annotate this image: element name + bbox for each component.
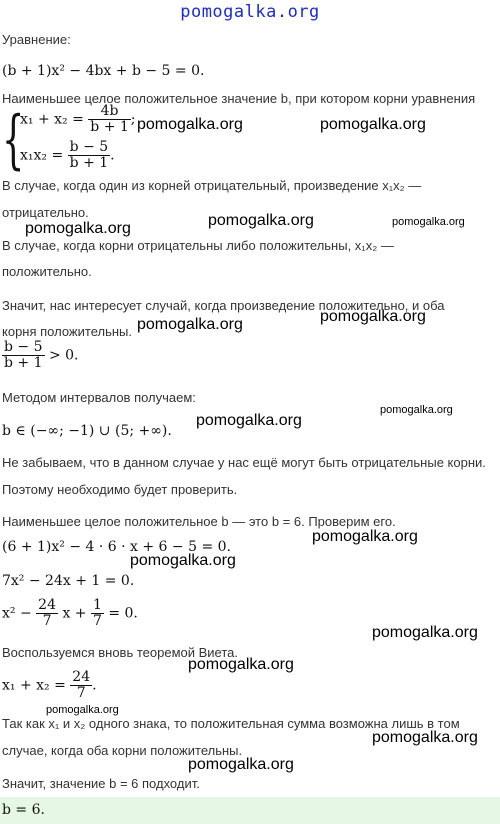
text-line: случае, когда оба корни положительны. <box>2 743 243 758</box>
watermark: pomogalka.org <box>130 552 236 569</box>
watermark: pomogalka.org <box>137 316 243 333</box>
text-line: Наименьшее целое положительное b — это b = 6. Проверим его. <box>2 514 396 529</box>
text-line: Поэтому необходимо будет проверить. <box>2 482 238 497</box>
watermark: pomogalka.org <box>320 116 426 133</box>
equation: 7x² − 24x + 1 = 0. <box>2 573 135 589</box>
text-line: Не забываем, что в данном случае у нас ещё могут быть отрицательные корни. <box>2 455 486 470</box>
text-line: Воспользуемся вновь теоремой Виета. <box>2 645 238 660</box>
text-line: Методом интервалов получаем: <box>2 390 196 405</box>
fraction: $\frac{1}{7}$ <box>92 597 102 629</box>
header-watermark: pomogalka.org <box>180 2 320 22</box>
brace-symbol: { <box>2 103 25 177</box>
fraction: $\frac{24}{7}$ <box>38 597 56 629</box>
watermark: pomogalka.org <box>46 704 119 716</box>
watermark: pomogalka.org <box>137 116 243 133</box>
fraction: $\frac{b - 5}{b + 1}$ <box>69 139 109 171</box>
text-line: корня положительны. <box>2 324 132 339</box>
text-line: положительно. <box>2 264 92 279</box>
text-line: Наименьшее целое положительное значение b, при котором корни уравнения <box>2 91 476 106</box>
text-line: Значит, значение b = 6 подходит. <box>2 776 200 791</box>
watermark: pomogalka.org <box>25 220 131 237</box>
inequality: $\frac{b - 5}{b + 1}$ > 0. <box>4 339 79 371</box>
system-eq-1: x₁ + x₂ = $\frac{4b}{b + 1}$ ; <box>20 103 136 135</box>
text-line: Уравнение: <box>2 32 71 47</box>
watermark: pomogalka.org <box>208 212 314 229</box>
watermark: pomogalka.org <box>320 308 426 325</box>
text-line: Значит, нас интересует случай, когда произведение положительно, и оба <box>2 298 445 313</box>
fraction: $\frac{b - 5}{b + 1}$ <box>4 339 43 371</box>
equation-fractions: x² − $\frac{24}{7}$ x + $\frac{1}{7}$ = 0. <box>2 597 138 629</box>
equation: (6 + 1)x² − 4 · 6 · x + 6 − 5 = 0. <box>2 539 231 555</box>
system-eq-2: x₁x₂ = $\frac{b - 5}{b + 1}$ . <box>20 139 115 171</box>
watermark: pomogalka.org <box>372 624 478 641</box>
fraction: $\frac{4b}{b + 1}$ <box>90 103 129 135</box>
watermark: pomogalka.org <box>392 216 465 228</box>
equation: (b + 1)x² − 4bx + b − 5 = 0. <box>2 63 205 79</box>
interval-result: b ∈ (−∞; −1) ∪ (5; +∞). <box>2 423 172 439</box>
watermark: pomogalka.org <box>312 528 418 545</box>
watermark: pomogalka.org <box>372 729 478 746</box>
text-line: В случае, когда один из корней отрицательный, произведение x₁x₂ — <box>2 178 422 193</box>
answer-box <box>0 797 500 824</box>
watermark: pomogalka.org <box>380 404 453 416</box>
text-line: отрицательно. <box>2 205 89 220</box>
fraction: $\frac{24}{7}$ <box>72 669 91 701</box>
watermark: pomogalka.org <box>196 412 302 429</box>
text-line: В случае, когда корни отрицательны либо положительны, x₁x₂ — <box>2 238 394 253</box>
vieta-equation: x₁ + x₂ = $\frac{24}{7}$ . <box>2 669 97 701</box>
text-line: Так как x₁ и x₂ одного знака, то положительная сумма возможна лишь в том <box>2 716 460 731</box>
answer-text: b = 6. <box>2 802 45 818</box>
watermark: pomogalka.org <box>188 656 294 673</box>
watermark: pomogalka.org <box>188 756 294 773</box>
